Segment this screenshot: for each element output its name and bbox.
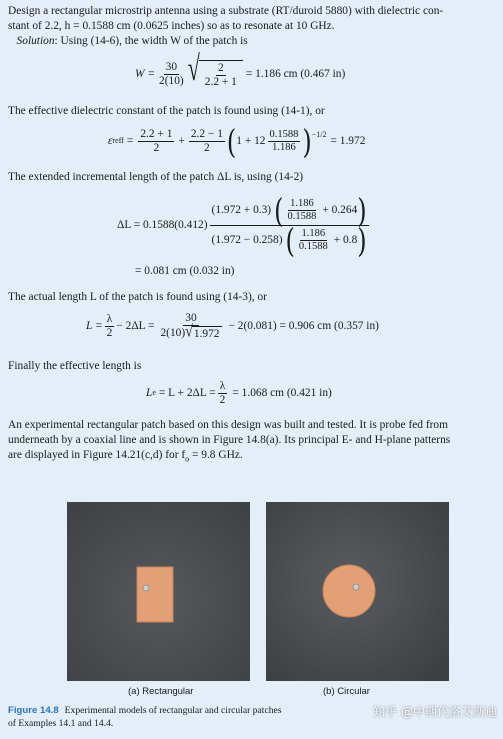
dl-den-b: + 0.8 — [333, 234, 358, 247]
dl-fraction — [210, 191, 369, 260]
problem-line-1: Design a rectangular microstrip antenna using a substrate (RT/duroid 5880) with dielectric con- — [8, 5, 444, 17]
le-result: = 1.068 cm (0.421 in) — [232, 387, 332, 400]
eff-exponent: −1/2 — [311, 130, 327, 139]
len-frac1-num: λ — [105, 313, 115, 327]
le-mid: = L + 2ΔL = — [158, 387, 216, 400]
len-frac2 — [158, 312, 223, 341]
width-lhs: W = — [135, 68, 156, 81]
circular-patch-svg — [266, 502, 449, 681]
eff-frac2-den: 2 — [204, 142, 210, 155]
width-num: 30 — [164, 61, 179, 75]
eff-lhs-sub: reff — [112, 136, 124, 146]
text-effective: The effective dielectric constant of the patch is found using (14-1), or — [8, 105, 325, 117]
text-length: The actual length L of the patch is found using (14-3), or — [8, 291, 267, 303]
len-frac1 — [105, 313, 115, 340]
dl-numerator: (1.972 + 0.3) ( $\frac{1.186}{0.1588}$ + 0.264 ) — [211, 191, 367, 230]
watermark: 知乎 @中期代洛艾斯迪 — [373, 705, 497, 719]
probe-feed-point — [143, 585, 149, 591]
text-final: Finally the effective length is — [8, 360, 142, 372]
le-frac-den: 2 — [219, 394, 226, 407]
solution-label: Solution — [16, 34, 55, 47]
eff-inner-left: 1 + 12 — [236, 135, 266, 148]
rectangular-patch-svg — [67, 502, 250, 681]
eff-equals: = — [126, 135, 134, 148]
eff-result: = 1.972 — [330, 135, 366, 148]
dl-num-frac-num: 1.186 — [288, 198, 316, 211]
dl-num-b: + 0.264 — [322, 204, 358, 217]
len-frac2-den: 2(10) √ 1.972 — [160, 323, 220, 342]
rectangular-patch — [137, 567, 173, 622]
label-rectangular: (a) Rectangular — [128, 686, 194, 697]
le-lhs: L — [146, 387, 153, 400]
figure-caption-line-2: of Examples 14.1 and 14.4. — [8, 717, 114, 729]
eff-frac1-den: 2 — [153, 142, 160, 155]
dl-num-frac — [285, 198, 318, 223]
dl-lhs: ΔL = 0.1588(0.412) — [117, 219, 208, 232]
eff-lhs: ε — [108, 135, 113, 148]
dl-num-frac-den: 0.1588 — [287, 211, 317, 223]
dl-den-frac-num: 1.186 — [300, 228, 328, 241]
dl-den-frac — [297, 228, 330, 253]
label-circular: (b) Circular — [323, 686, 370, 697]
width-sqrt: √ $\frac{2}{2.2 + 1}$ — [188, 60, 243, 89]
text-extended: The extended incremental length of the patch ΔL is, using (14-2) — [8, 171, 304, 183]
circular-patch — [323, 565, 375, 617]
le-frac-num: λ — [218, 380, 228, 394]
solution-text: : Using (14-6), the width W of the patch is — [54, 34, 248, 47]
width-den: 2(10) — [159, 75, 184, 88]
circular-patch-photo — [266, 502, 449, 681]
len-lhs: L = — [86, 320, 103, 333]
problem-statement — [8, 4, 497, 48]
eff-frac2 — [189, 128, 225, 155]
width-equation — [135, 48, 346, 89]
width-result: = 1.186 cm (0.467 in) — [245, 68, 346, 81]
len-equation — [86, 312, 379, 341]
width-sqrt-den: 2.2 + 1 — [204, 76, 237, 89]
dl-equation — [117, 191, 369, 260]
eff-plus: + — [178, 135, 185, 148]
figure-caption-text: Experimental models of rectangular and circular patches — [64, 705, 282, 716]
dl-denominator: (1.972 − 0.258) ( $\frac{1.186}{0.1588}$ + 0.8 ) — [211, 221, 367, 260]
paragraph-line-1: An experimental rectangular patch based on this design was built and tested. It is probe fed from — [8, 419, 448, 431]
eff-frac1 — [138, 128, 174, 155]
rectangular-patch-photo — [67, 502, 250, 681]
le-equation — [146, 380, 332, 407]
paragraph-line-3-end: = 9.8 GHz. — [189, 448, 243, 461]
eff-frac1-num: 2.2 + 1 — [138, 128, 174, 142]
paragraph-line-2: underneath by a coaxial line and is shown in Figure 14.8(a). Its principal E- and H-plane patterns — [8, 433, 451, 446]
len-frac2-den-a: 2(10) — [160, 327, 186, 340]
dl-den-frac-den: 0.1588 — [298, 241, 328, 253]
paragraph-line-3-sub: o — [185, 453, 190, 463]
eff-equation: ε reff = $\frac{2.2 + 1}{2}$ + $\frac{2.2 - 1}{2}$ ( 1 + 12 $\frac{0.1588}{1.186}$ ) $^{-1/2}$ = 1.972 — [108, 122, 366, 161]
eff-frac3-den: 1.186 — [272, 142, 296, 154]
figure-number: Figure 14.8 — [8, 705, 59, 716]
width-fraction — [157, 61, 186, 88]
eff-frac2-num: 2.2 − 1 — [189, 128, 225, 142]
experiment-paragraph — [8, 418, 497, 464]
dl-result: = 0.081 cm (0.032 in) — [135, 265, 235, 277]
len-frac2-num: 30 — [183, 312, 198, 326]
eff-frac3-num: 0.1588 — [268, 129, 301, 142]
len-frac1-den: 2 — [106, 327, 113, 340]
probe-feed-point — [353, 584, 359, 590]
len-mid: − 2ΔL = — [116, 320, 155, 333]
width-sqrt-fraction — [203, 62, 239, 89]
le-lhs-sub: e — [152, 388, 156, 398]
len-frac2-den-sqrt: 1.972 — [193, 328, 220, 341]
eff-frac3 — [268, 129, 301, 154]
dl-den-a: (1.972 − 0.258) — [211, 234, 283, 247]
width-sqrt-num: 2 — [216, 62, 226, 76]
problem-line-2: stant of 2.2, h = 0.1588 cm (0.0625 inches) so as to resonate at 10 GHz. — [8, 19, 335, 32]
len-result: − 2(0.081) = 0.906 cm (0.357 in) — [228, 320, 379, 333]
paragraph-line-3: are displayed in Figure 14.21(c,d) for f — [8, 448, 186, 461]
le-frac — [218, 380, 228, 407]
dl-num-a: (1.972 + 0.3) — [211, 204, 272, 217]
